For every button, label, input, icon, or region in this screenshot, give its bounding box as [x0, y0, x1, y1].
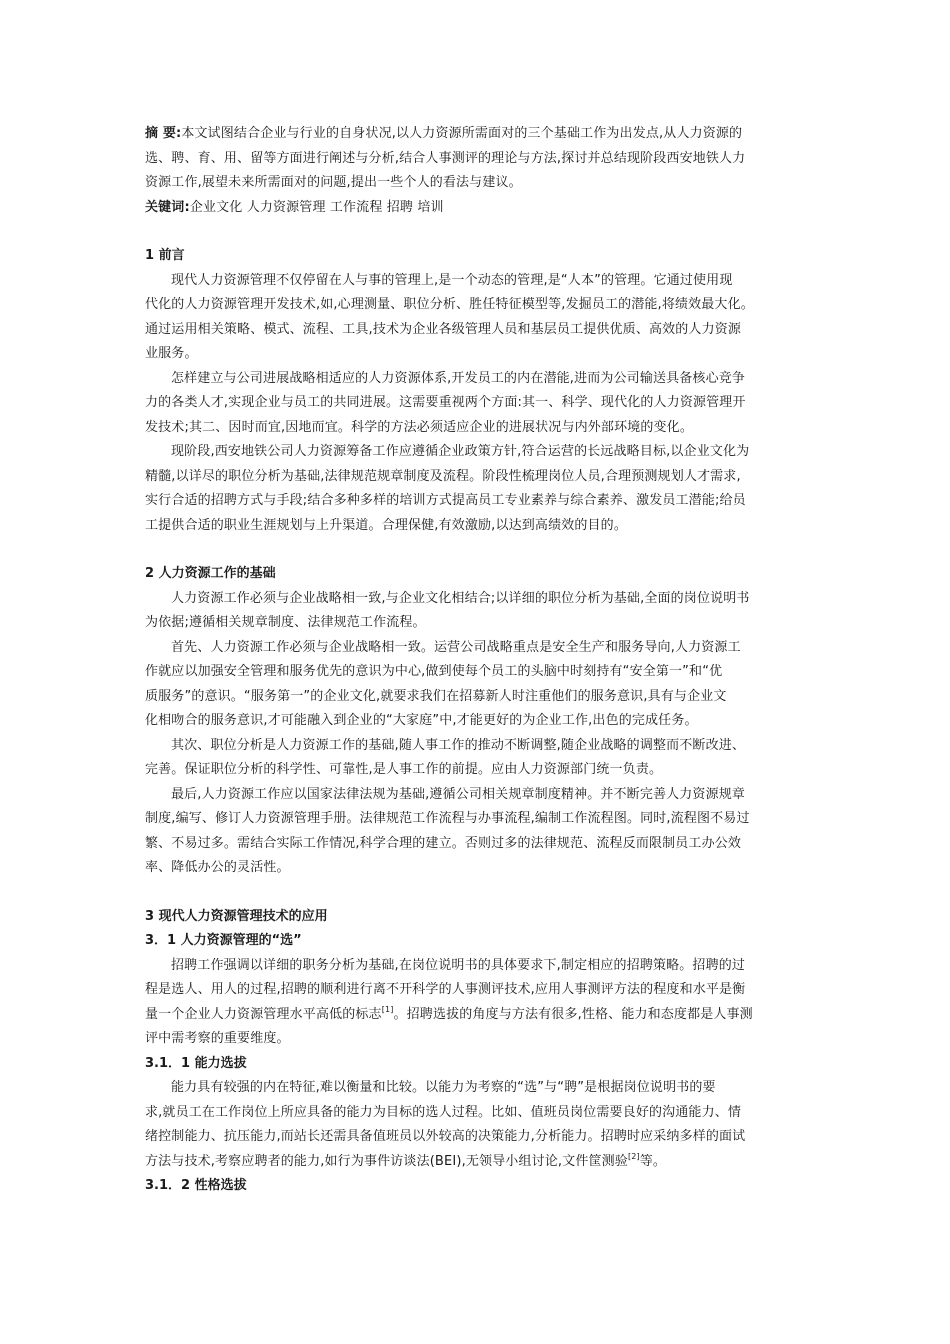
section-1-heading: 1 前言	[145, 248, 185, 263]
section-2-paragraph-1: 人力资源工作必须与企业战略相一致,与企业文化相结合;以详细的职位分析为基础,全面的岗位说明书 为依据;遵循相关规章制度、法律规范工作流程。	[145, 590, 750, 630]
section-3-1-2-heading: 3.1．2 性格选拔	[145, 1178, 247, 1193]
citation-1: [1]	[381, 1004, 394, 1014]
section-3-1-1-paragraph: 能力具有较强的内在特征,难以衡量和比较。以能力为考察的“选”与“聘”是根据岗位说明书的要 求,就员工在工作岗位上所应具备的能力为目标的选人过程。比如、值班员岗位需要良好的沟通能力、情 绪控制能力、抗压能力,而站长还需具备值班员以外较高的决策能力,分析能力。招聘时应采纳多样的面试 方法与技术,考察应聘者的能力,如行为事件访谈法(BEI),无领导小组讨论,文件筐测验[2]等。	[145, 1080, 746, 1169]
section-3-1-1-heading: 3.1．1 能力选拔	[145, 1055, 247, 1071]
section-1-paragraph-2: 怎样建立与公司进展战略相适应的人力资源体系,开发员工的内在潜能,进而为公司输送具备核心竞争 力的各类人才,实现企业与员工的共同进展。这需要重视两个方面:其一、科学、现代化的人力资源管理开 发技术;其二、因时而宜,因地而宜。科学的方法必须适应企业的进展状况与内外部环境的变化。	[145, 370, 746, 435]
section-1-paragraph-3: 现阶段,西安地铁公司人力资源筹备工作应遵循企业政策方针,符合运营的长远战略目标,以企业文化为 精髓,以详尽的职位分析为基础,法律规范规章制度及流程。阶段性梳理岗位人员,合理预测规划人才需求, 实行合适的招聘方式与手段;结合多种多样的培训方式提高员工专业素养与综合素养、激发员工潜能;给员 工提供合适的职业生涯规划与上升渠道。合理保健,有效激励,以达到高绩效的目的。	[145, 444, 750, 533]
document-page	[145, 122, 810, 1199]
section-2-paragraph-3: 其次、职位分析是人力资源工作的基础,随人事工作的推动不断调整,随企业战略的调整而不断改进、 完善。保证职位分析的科学性、可靠性,是人事工作的前提。应由人力资源部门统一负责。	[145, 737, 746, 777]
section-3-1-paragraph: 招聘工作强调以详细的职务分析为基础,在岗位说明书的具体要求下,制定相应的招聘策略。招聘的过 程是选人、用人的过程,招聘的顺利进行离不开科学的人事测评技术,应用人事测评方法的程度和水平是衡 量一个企业人力资源管理水平高低的标志[1]。招聘选拔的角度与方法有很多,性格、能力和态度都是人事测 评中需考察的重要维度。	[145, 957, 753, 1046]
keywords-text: 企业文化 人力资源管理 工作流程 招聘 培训	[189, 199, 444, 215]
keywords-line	[145, 196, 810, 221]
citation-2: [2]	[627, 1151, 640, 1161]
keywords-label: 关键词:	[145, 199, 190, 215]
section-3-1-heading: 3．1 人力资源管理的“选”	[145, 933, 302, 948]
abstract-label: 摘 要:	[145, 126, 182, 141]
abstract-line-1: 摘 要:本文试图结合企业与行业的自身状况,以人力资源所需面对的三个基础工作为出发点,从人力资源的	[145, 126, 743, 141]
section-2-paragraph-4: 最后,人力资源工作应以国家法律法规为基础,遵循公司相关规章制度精神。并不断完善人力资源规章 制度,编写、修订人力资源管理手册。法律规范工作流程与办事流程,编制工作流程图。同时,流程图不易过 繁、不易过多。需结合实际工作情况,科学合理的建立。否则过多的法律规范、流程反而限制员工办公效 率、降低办公的灵活性。	[145, 786, 750, 875]
section-2-heading: 2 人力资源工作的基础	[145, 566, 276, 581]
abstract-line-3: 资源工作,展望未来所需面对的问题,提出一些个人的看法与建议。	[145, 175, 522, 190]
abstract-line-2: 选、聘、育、用、留等方面进行阐述与分析,结合人事测评的理论与方法,探讨并总结现阶段西安地铁人力	[145, 150, 746, 166]
section-1-paragraph-1: 现代人力资源管理不仅停留在人与事的管理上,是一个动态的管理,是“人本”的管理。它通过使用现 代化的人力资源管理开发技术,如,心理测量、职位分析、胜任特征模型等,发掘员工的潜能,将绩效最大化。 通过运用相关策略、模式、流程、工具,技术为企业各级管理人员和基层员工提供优质、高效的人力资源 业服务。	[145, 272, 754, 361]
section-2-paragraph-2: 首先、人力资源工作必须与企业战略相一致。运营公司战略重点是安全生产和服务导向,人力资源工 作就应以加强安全管理和服务优先的意识为中心,做到使每个员工的头脑中时刻持有“安全第一”和“优 质服务”的意识。“服务第一”的企业文化,就要求我们在招募新人时注重他们的服务意识,具有与企业文 化相吻合的服务意识,才可能融入到企业的“大家庭”中,才能更好的为企业工作,出色的完成任务。	[145, 639, 741, 728]
section-3-heading: 3 现代人力资源管理技术的应用	[145, 908, 328, 924]
